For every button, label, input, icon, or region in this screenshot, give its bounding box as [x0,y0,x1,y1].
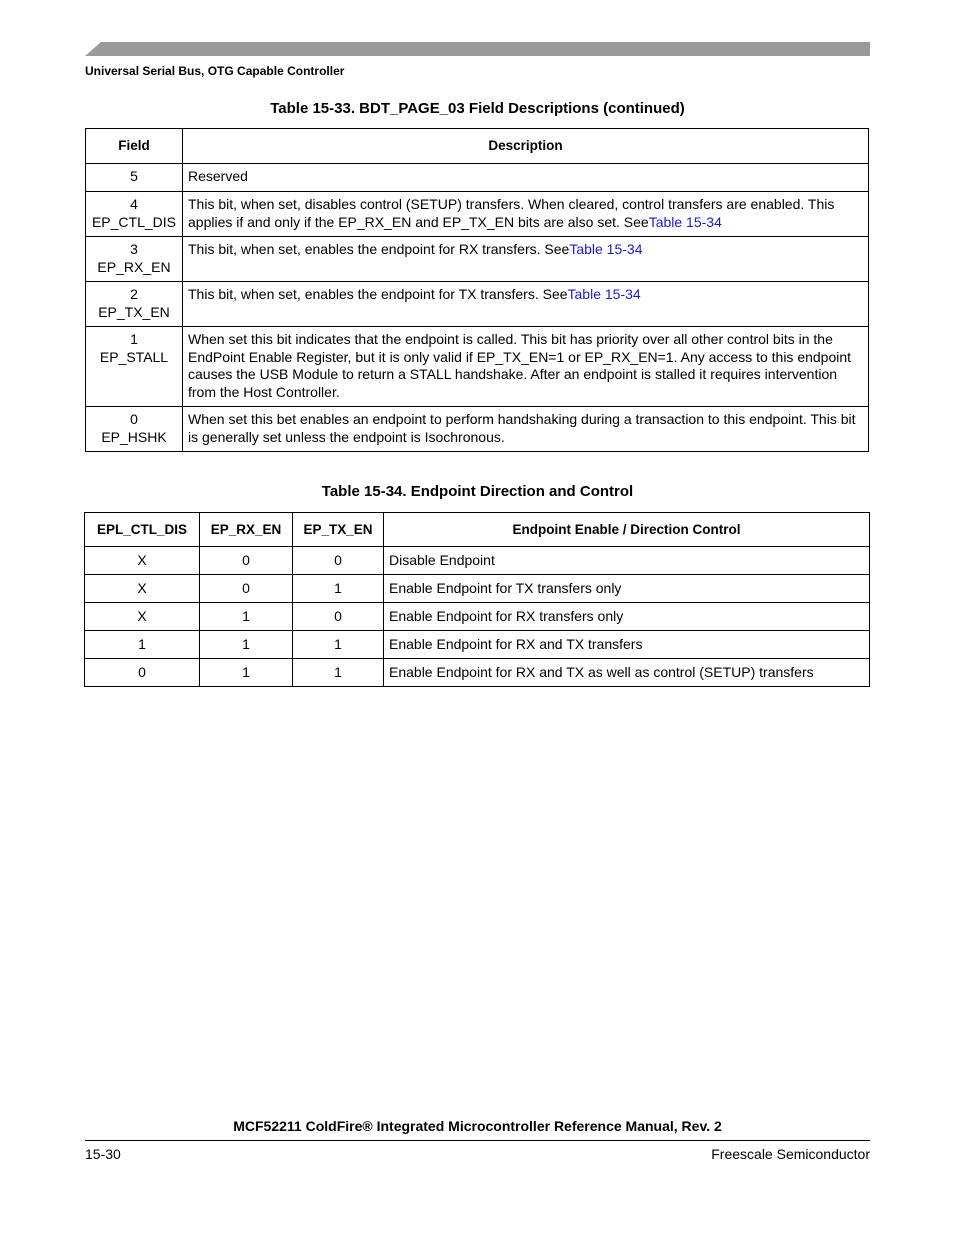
field-bit: 1 [130,331,138,347]
description-cell [183,327,869,407]
description-text: This bit, when set, enables the endpoint for TX transfers. See [188,286,568,302]
table-cell: X [85,603,200,631]
table1-title: Table 15-33. BDT_PAGE_03 Field Descriptions (continued) [270,100,685,117]
table-cell: 1 [293,659,384,687]
table-cell: Enable Endpoint for RX and TX as well as control (SETUP) transfers [384,659,870,687]
description-cell [183,407,869,452]
table-row [86,407,869,452]
table-row [86,237,869,282]
table-cell: 1 [200,603,293,631]
company-name: Freescale Semiconductor [711,1146,870,1162]
page-number: 15-30 [85,1146,121,1162]
field-bit: 3 [130,241,138,257]
column-header: EP_TX_EN [293,513,384,547]
table-link[interactable]: Table 15-34 [567,286,641,302]
description-text: Reserved [188,168,248,184]
table-row [85,575,870,603]
table-link[interactable]: Table 15-34 [569,241,643,257]
endpoint-direction-table [84,512,870,687]
table-link[interactable]: Table 15-34 [648,213,722,230]
table-cell: Enable Endpoint for RX and TX transfers [384,631,870,659]
description-text: When set this bet enables an endpoint to perform handshaking during a transaction to this endpoint. This bit is generally set unless the endpoint is Isochronous. [188,411,856,445]
table-cell: 0 [293,603,384,631]
description-text: This bit, when set, enables the endpoint for RX transfers. See [188,241,570,257]
field-cell [86,282,183,327]
column-header: EP_RX_EN [200,513,293,547]
description-text: When set this bit indicates that the endpoint is called. This bit has priority over all other control bits in the EndPoint Enable Register, but it is only valid if EP_TX_EN=1 or EP_RX_EN=1. Any access to this endpoint causes the USB Module to return a STALL handshake. After an endpoint is stalled it requires intervention from the Host Controller. [188,331,852,400]
field-name: EP_CTL_DIS [91,213,177,230]
table-row [86,282,869,327]
description-cell [183,237,869,282]
footer-divider [85,1140,870,1141]
table-row [86,192,869,237]
table-cell: 0 [200,547,293,575]
table-cell: 0 [85,659,200,687]
field-name: EP_RX_EN [97,258,171,275]
table-cell: X [85,547,200,575]
field-bit: 5 [130,168,138,184]
running-head: Universal Serial Bus, OTG Capable Controller [85,64,345,78]
description-cell [183,282,869,327]
table-row [85,603,870,631]
description-cell [183,164,869,192]
field-descriptions-table [85,128,869,452]
table-header-row [85,513,870,547]
table2-title: Table 15-34. Endpoint Direction and Control [321,483,634,500]
table-header-row [86,129,869,164]
table-cell: Enable Endpoint for RX transfers only [384,603,870,631]
column-header: Description [183,129,869,164]
description-text: This bit, when set, disables control (SETUP) transfers. When cleared, control transfers are enabled. This applies if and only if the EP_RX_EN and EP_TX_EN bits are also set. See [188,196,835,230]
column-header: Endpoint Enable / Direction Control [384,513,870,547]
table-row [85,659,870,687]
table-cell: 0 [200,575,293,603]
field-bit: 4 [130,196,138,212]
field-cell [86,164,183,192]
field-name: EP_HSHK [101,428,167,445]
description-cell [183,192,869,237]
table-row [85,547,870,575]
column-header: Field [86,129,183,164]
table-row [86,164,869,192]
table-cell: Disable Endpoint [384,547,870,575]
field-cell [86,192,183,237]
table-cell: 1 [200,659,293,687]
field-name: EP_TX_EN [98,303,170,320]
table-cell: 0 [293,547,384,575]
table-cell: 1 [293,575,384,603]
table-cell: 1 [85,631,200,659]
header-bar-graphic [85,42,870,56]
table-row [85,631,870,659]
field-name: EP_STALL [99,348,169,365]
table-cell: 1 [293,631,384,659]
field-cell [86,237,183,282]
field-cell [86,407,183,452]
column-header: EPL_CTL_DIS [85,513,200,547]
field-bit: 0 [130,411,138,427]
field-bit: 2 [130,286,138,302]
table-cell: X [85,575,200,603]
table-row [86,327,869,407]
table-cell: 1 [200,631,293,659]
table-cell: Enable Endpoint for TX transfers only [384,575,870,603]
footer-title: MCF52211 ColdFire® Integrated Microcontroller Reference Manual, Rev. 2 [233,1118,722,1134]
field-cell [86,327,183,407]
